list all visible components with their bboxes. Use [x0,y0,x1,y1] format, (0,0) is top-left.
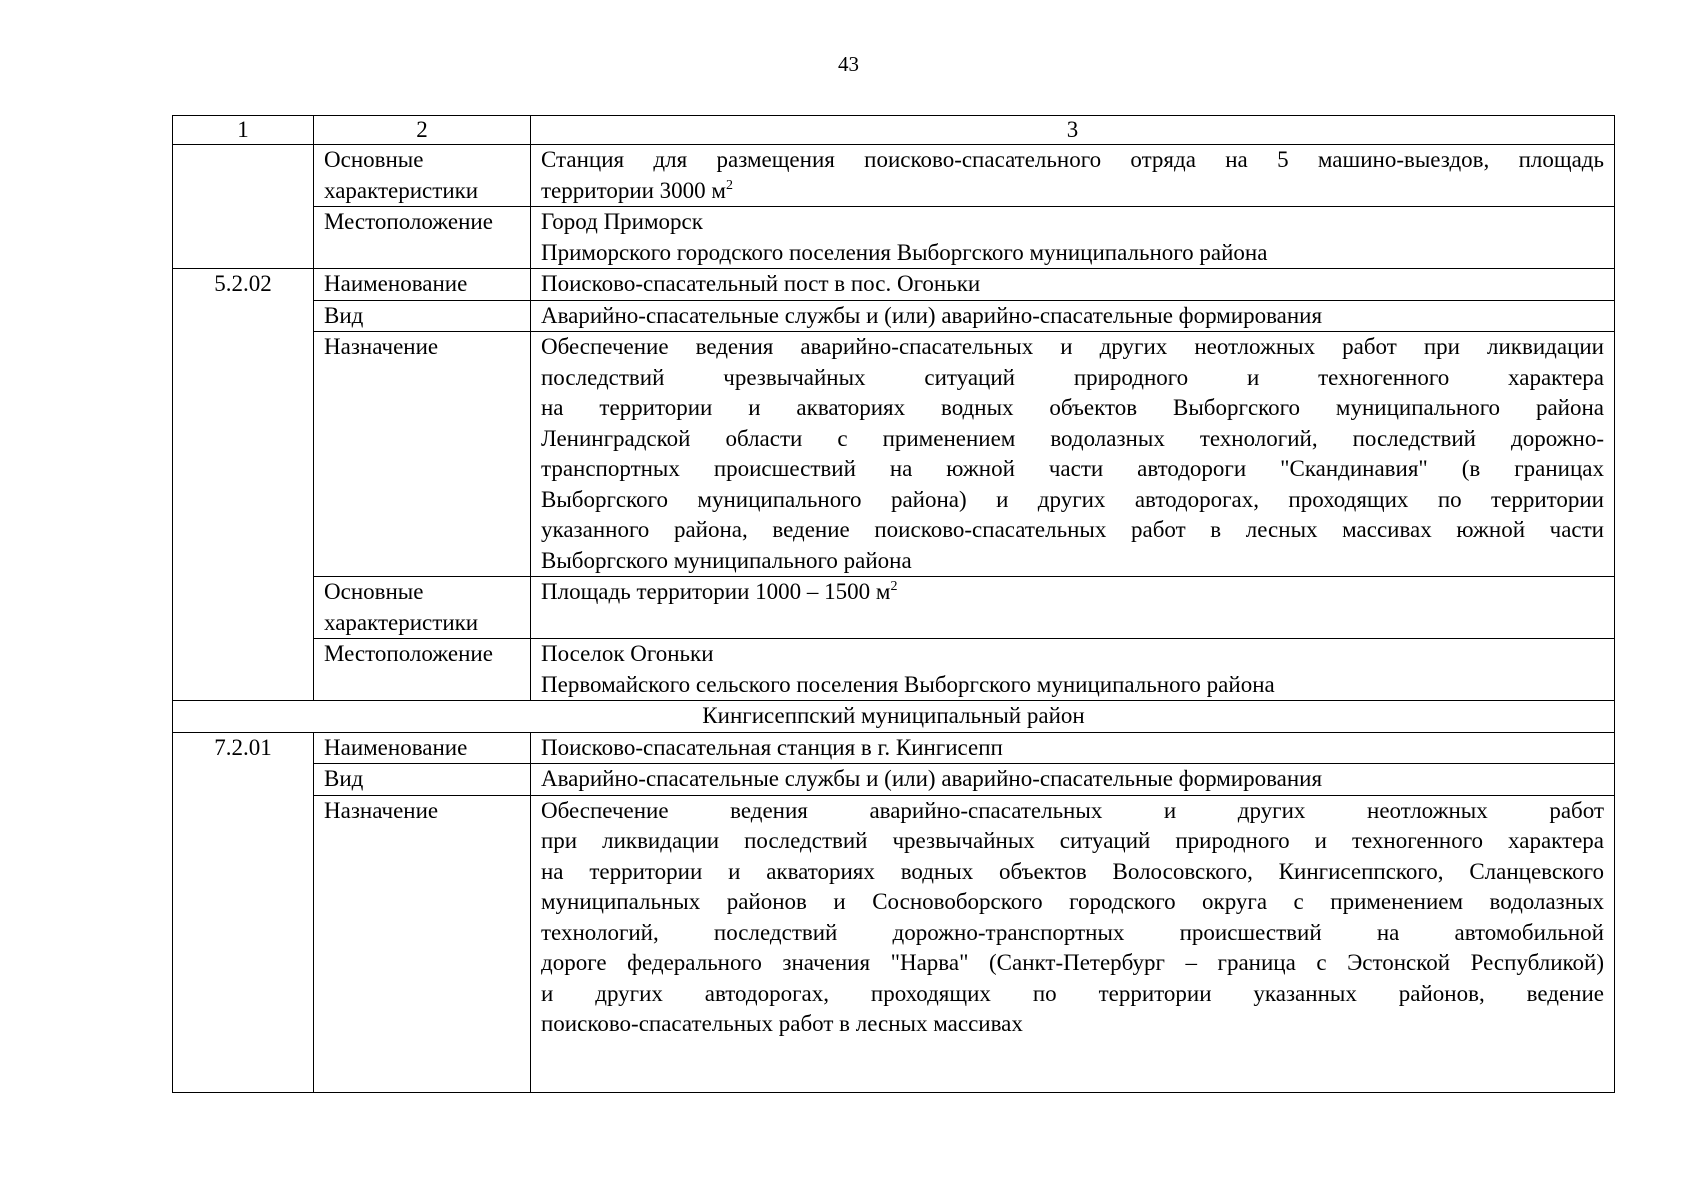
table-row [173,145,1615,207]
cell-bottom-space [541,1040,1604,1092]
field-label-name: Наименование [314,732,531,764]
field-value-characteristics: Станция для размещения поисково-спасательного отряда на 5 машино-выездов, площадь территории 3000 $м^2$ [531,145,1615,207]
section-title: Кингисеппский муниципальный район [173,701,1615,733]
field-label-characteristics: Основные характеристики [314,577,531,639]
header-col-2: 2 [314,116,531,145]
table-row [173,269,1615,301]
object-code-cell-empty [173,145,314,269]
field-value-characteristics: Площадь территории 1000 – 1500 $м^2$ [531,577,1615,639]
field-label-purpose: Назначение [314,795,531,1092]
document-table [172,115,1615,1093]
field-value-type: Аварийно-спасательные службы и (или) аварийно-спасательные формирования [531,764,1615,796]
field-value-purpose: Обеспечение ведения аварийно-спасательных и других неотложных работ при ликвидации последствий чрезвычайных ситуаций природного и техногенного характера на территории и акваториях водных объектов Выборгского муниципального района Ленинградской области с применением водолазных технологий, последствий дорожно- транспортных происшествий на южной части автодороги "Скандинавия" (в границах Выборгского муниципального района) и других автодорогах, проходящих по территории указанного района, ведение поисково-спасательных работ в лесных массивах южной части Выборгского муниципального района [531,332,1615,577]
section-heading-row [173,701,1615,733]
field-value-name: Поисково-спасательная станция в г. Кингисепп [531,732,1615,764]
field-value-location: Поселок Огоньки Первомайского сельского поселения Выборгского муниципального района [531,639,1615,701]
field-label-name: Наименование [314,269,531,301]
field-value-purpose: Обеспечение ведения аварийно-спасательных и других неотложных работ при ликвидации последствий чрезвычайных ситуаций природного и техногенного характера на территории и акваториях водных объектов Волосовского, Кингисеппского, Сланцевского муниципальных районов и Сосновоборского городского округа с применением водолазных технологий, последствий дорожно-транспортных происшествий на автомобильной дороге федерального значения "Нарва" (Санкт-Петербург – граница с Эстонской Республикой) и других автодорогах, проходящих по территории указанных районов, ведение поисково-спасательных работ в лесных массивах [531,795,1615,1092]
table-row [173,639,1615,701]
field-label-type: Вид [314,300,531,332]
page-number: 43 [838,52,859,76]
table-row [173,795,1615,1092]
field-label-type: Вид [314,764,531,796]
field-value-type: Аварийно-спасательные службы и (или) аварийно-спасательные формирования [531,300,1615,332]
table-row [173,207,1615,269]
table-row [173,577,1615,639]
field-value-location: Город Приморск Приморского городского поселения Выборгского муниципального района [531,207,1615,269]
object-code: 7.2.01 [173,732,314,1092]
field-label-location: Местоположение [314,207,531,269]
header-col-3: 3 [531,116,1615,145]
object-code: 5.2.02 [173,269,314,701]
table-header-row [173,116,1615,145]
table-row [173,764,1615,796]
field-value-name: Поисково-спасательный пост в пос. Огоньки [531,269,1615,301]
table-row [173,300,1615,332]
field-label-location: Местоположение [314,639,531,701]
table-row [173,732,1615,764]
table-row [173,332,1615,577]
field-label-characteristics: Основные характеристики [314,145,531,207]
field-label-purpose: Назначение [314,332,531,577]
header-col-1: 1 [173,116,314,145]
